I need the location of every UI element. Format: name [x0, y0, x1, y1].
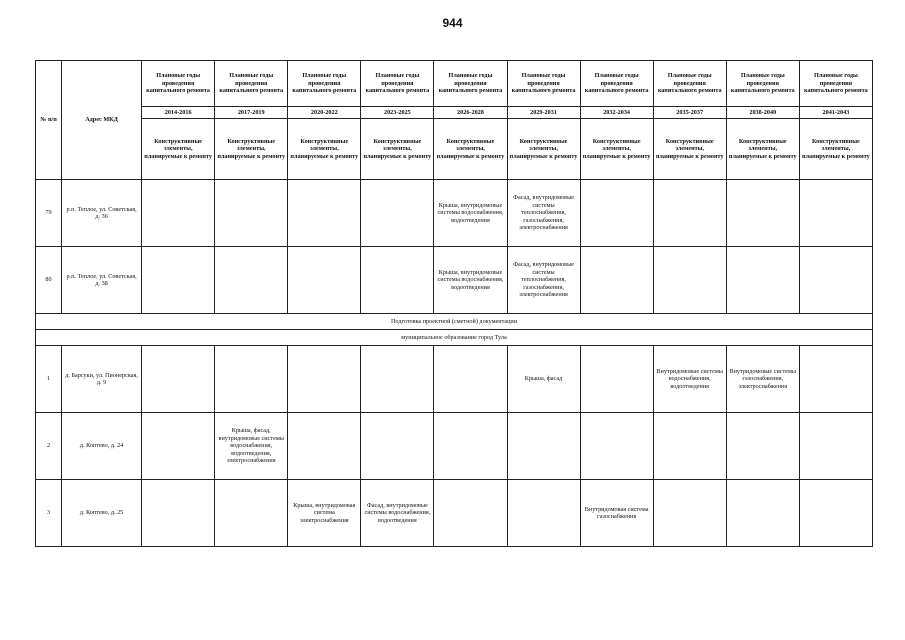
period-label: Плановые годы проведения капитального ремонта [361, 61, 434, 107]
header-row-periods [36, 61, 873, 107]
repair-elements-cell: Фасад, внутридомовые системы теплоснабжения, газоснабжения, электроснабжения [507, 247, 580, 314]
repair-elements-cell [580, 346, 653, 413]
period-years: 2017-2019 [215, 107, 288, 119]
row-address: д. Барсуки, ул. Пионерская, д. 9 [62, 346, 142, 413]
table-row [36, 247, 873, 314]
repair-elements-cell [288, 180, 361, 247]
repair-elements-cell [434, 480, 507, 547]
section-title-row [36, 314, 873, 330]
table-row [36, 480, 873, 547]
repair-elements-cell [653, 247, 726, 314]
table-row [36, 346, 873, 413]
elements-label: Конструктивные элементы, планируемые к ремонту [799, 119, 872, 180]
row-address: д. Коптево, д. 25 [62, 480, 142, 547]
period-label: Плановые годы проведения капитального ремонта [507, 61, 580, 107]
section-title: Подготовка проектной (сметной) документации [36, 314, 873, 330]
repair-elements-cell [215, 480, 288, 547]
repair-elements-cell [799, 180, 872, 247]
period-years: 2029-2031 [507, 107, 580, 119]
repair-elements-cell [142, 346, 215, 413]
repair-elements-cell [288, 346, 361, 413]
table-row [36, 180, 873, 247]
period-years: 2020-2022 [288, 107, 361, 119]
column-header-num: № п/п [36, 61, 62, 180]
repair-elements-cell [434, 413, 507, 480]
row-number: 79 [36, 180, 62, 247]
period-label: Плановые годы проведения капитального ремонта [653, 61, 726, 107]
elements-label: Конструктивные элементы, планируемые к ремонту [142, 119, 215, 180]
repair-elements-cell [215, 346, 288, 413]
repair-elements-cell [653, 480, 726, 547]
repair-schedule-table [35, 60, 873, 547]
repair-elements-cell [361, 180, 434, 247]
row-address: д. Коптево, д. 24 [62, 413, 142, 480]
repair-elements-cell [580, 180, 653, 247]
repair-elements-cell: Внутридомовые системы газоснабжения, электроснабжения [726, 346, 799, 413]
repair-elements-cell [215, 247, 288, 314]
period-label: Плановые годы проведения капитального ремонта [580, 61, 653, 107]
repair-elements-cell [726, 247, 799, 314]
repair-elements-cell [361, 247, 434, 314]
repair-elements-cell [799, 480, 872, 547]
repair-elements-cell [580, 247, 653, 314]
repair-elements-cell [288, 413, 361, 480]
period-label: Плановые годы проведения капитального ремонта [288, 61, 361, 107]
repair-elements-cell [142, 180, 215, 247]
period-label: Плановые годы проведения капитального ремонта [726, 61, 799, 107]
period-label: Плановые годы проведения капитального ремонта [215, 61, 288, 107]
repair-elements-cell [361, 413, 434, 480]
period-years: 2014-2016 [142, 107, 215, 119]
period-years: 2041-2043 [799, 107, 872, 119]
elements-label: Конструктивные элементы, планируемые к ремонту [580, 119, 653, 180]
elements-label: Конструктивные элементы, планируемые к ремонту [507, 119, 580, 180]
elements-label: Конструктивные элементы, планируемые к ремонту [288, 119, 361, 180]
period-years: 2032-2034 [580, 107, 653, 119]
row-number: 1 [36, 346, 62, 413]
repair-elements-cell [434, 346, 507, 413]
municipality-title: муниципальное образование город Тула [36, 330, 873, 346]
row-number: 80 [36, 247, 62, 314]
repair-elements-cell [799, 413, 872, 480]
period-label: Плановые годы проведения капитального ремонта [799, 61, 872, 107]
repair-elements-cell [288, 247, 361, 314]
repair-elements-cell [580, 413, 653, 480]
repair-elements-cell [142, 480, 215, 547]
period-years: 2023-2025 [361, 107, 434, 119]
repair-elements-cell [726, 180, 799, 247]
repair-elements-cell: Фасад, внутридомовые системы водоснабжения, водоотведения [361, 480, 434, 547]
table-row [36, 413, 873, 480]
repair-elements-cell [215, 180, 288, 247]
elements-label: Конструктивные элементы, планируемые к ремонту [653, 119, 726, 180]
period-years: 2038-2040 [726, 107, 799, 119]
repair-elements-cell: Внутридомовые системы водоснабжения, водоотведения [653, 346, 726, 413]
repair-elements-cell: Фасад, внутридомовые системы теплоснабжения, газоснабжения, электроснабжения [507, 180, 580, 247]
header-row-elements [36, 119, 873, 180]
elements-label: Конструктивные элементы, планируемые к ремонту [215, 119, 288, 180]
period-years: 2035-2037 [653, 107, 726, 119]
elements-label: Конструктивные элементы, планируемые к ремонту [434, 119, 507, 180]
repair-elements-cell: Внутридомовая система газоснабжения [580, 480, 653, 547]
row-number: 2 [36, 413, 62, 480]
repair-elements-cell: Крыша, фасад, внутридомовые системы водоснабжения, водоотведения, электроснабжения [215, 413, 288, 480]
municipality-title-row [36, 330, 873, 346]
elements-label: Конструктивные элементы, планируемые к ремонту [361, 119, 434, 180]
header-row-years [36, 107, 873, 119]
repair-elements-cell [361, 346, 434, 413]
repair-elements-cell: Крыша, внутридомовая система электроснабжения [288, 480, 361, 547]
repair-elements-cell [799, 247, 872, 314]
row-number: 3 [36, 480, 62, 547]
repair-elements-cell: Крыша, внутридомовые системы водоснабжения, водоотведения [434, 247, 507, 314]
row-address: р.п. Теплое, ул. Советская, д. 38 [62, 247, 142, 314]
repair-elements-cell [653, 413, 726, 480]
repair-elements-cell [799, 346, 872, 413]
period-years: 2026-2028 [434, 107, 507, 119]
period-label: Плановые годы проведения капитального ремонта [434, 61, 507, 107]
repair-elements-cell [507, 413, 580, 480]
repair-elements-cell [653, 180, 726, 247]
repair-elements-cell: Крыша, внутридомовые системы водоснабжения, водоотведения [434, 180, 507, 247]
period-label: Плановые годы проведения капитального ремонта [142, 61, 215, 107]
repair-elements-cell [142, 413, 215, 480]
page-number: 944 [442, 16, 463, 30]
repair-elements-cell [726, 413, 799, 480]
repair-elements-cell: Крыша, фасад [507, 346, 580, 413]
column-header-address: Адрес МКД [62, 61, 142, 180]
repair-elements-cell [726, 480, 799, 547]
elements-label: Конструктивные элементы, планируемые к ремонту [726, 119, 799, 180]
row-address: р.п. Теплое, ул. Советская, д. 36 [62, 180, 142, 247]
repair-elements-cell [142, 247, 215, 314]
repair-elements-cell [507, 480, 580, 547]
